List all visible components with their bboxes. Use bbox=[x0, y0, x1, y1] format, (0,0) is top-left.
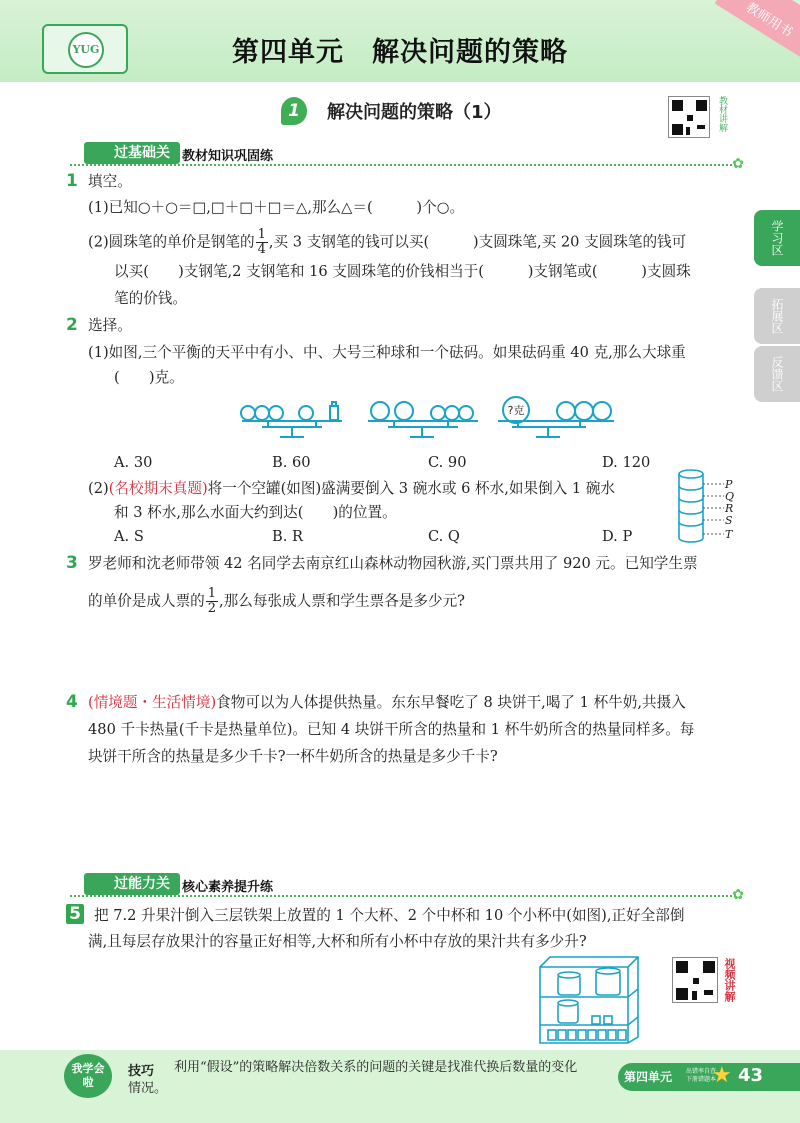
can-label: P bbox=[725, 478, 733, 491]
question-text: 480 千卡热量(千卡是热量单位)。已知 4 块饼干所含的热量和 1 杯牛奶所含的热量同样多。每 bbox=[88, 721, 695, 738]
side-tab-extend[interactable]: 拓展区 bbox=[754, 288, 800, 344]
can-label: R bbox=[725, 502, 734, 515]
question-text: ( )克。 bbox=[114, 369, 184, 386]
lesson-number: 1 bbox=[281, 97, 307, 125]
star-icon: ★ bbox=[712, 1063, 732, 1088]
mini-note-a: 出错率自查 bbox=[686, 1068, 717, 1075]
text-run: ,那么每张成人票和学生票各是多少元? bbox=[219, 592, 466, 610]
water-can-figure bbox=[676, 466, 736, 546]
section-bar-basic bbox=[70, 142, 744, 172]
context-tag: (情境题・生活情境) bbox=[88, 694, 217, 711]
side-tab-study[interactable]: 学习区 bbox=[754, 210, 800, 266]
option-d: D. 120 bbox=[602, 454, 651, 471]
section-tag: 过基础关 bbox=[84, 142, 180, 164]
shelf-with-cups-figure bbox=[536, 953, 642, 1045]
question-text: 块饼干所含的热量是多少千卡?一杯牛奶所含的热量是多少千卡? bbox=[88, 748, 498, 765]
teacher-edition-tag: 教师用书 bbox=[715, 0, 800, 62]
qr-code-icon[interactable] bbox=[668, 96, 710, 138]
question-heading: 选择。 bbox=[88, 317, 132, 334]
logo-star-icon: YUG bbox=[68, 32, 104, 68]
option-a: A. 30 bbox=[114, 454, 153, 471]
lesson-title: 解决问题的策略（1） bbox=[327, 102, 502, 123]
balance-scale-3 bbox=[498, 397, 614, 437]
tip-text: 利用“假设”的策略解决倍数关系的问题的关键是找准代换后数量的变化 bbox=[174, 1060, 578, 1075]
question-number: 3 bbox=[66, 553, 78, 573]
question-text bbox=[88, 479, 615, 499]
fraction bbox=[206, 587, 218, 616]
balance-scales-figure bbox=[236, 392, 616, 448]
page-number: 43 bbox=[738, 1065, 764, 1086]
unknown-weight-label: ?克 bbox=[507, 404, 525, 417]
question-text: 和 3 杯水,那么水面大约到达( )的位置。 bbox=[114, 504, 397, 521]
question-number: 1 bbox=[66, 171, 78, 191]
option-d: D. P bbox=[602, 528, 633, 545]
fraction bbox=[256, 228, 268, 257]
fraction-denominator: 2 bbox=[207, 601, 217, 616]
side-tab-feedback[interactable]: 反馈区 bbox=[754, 346, 800, 402]
section-tag: 过能力关 bbox=[84, 873, 180, 895]
can-label: Q bbox=[725, 490, 735, 503]
qr-label: 教材讲解 bbox=[717, 96, 727, 132]
text-run: ,买 3 支钢笔的钱可以买( )支圆珠笔,买 20 支圆珠笔的钱可 bbox=[268, 233, 687, 251]
video-qr-label: 视频讲解 bbox=[723, 958, 736, 1002]
question-text bbox=[88, 228, 686, 257]
text-run: (2) bbox=[88, 480, 109, 497]
question-text: 把 7.2 升果汁倒入三层铁架上放置的 1 个大杯、2 个中杯和 10 个小杯中(如图),正好全部倒 bbox=[94, 907, 685, 924]
page-tag bbox=[618, 1063, 800, 1091]
question-number: 4 bbox=[66, 692, 78, 712]
source-tag: (名校期末真题) bbox=[108, 480, 208, 497]
unit-label: 第四单元 bbox=[624, 1070, 673, 1084]
question-heading: 填空。 bbox=[88, 173, 132, 190]
question-text: (1)已知○＋○＝□,□＋□＋□＝△,那么△＝( )个○。 bbox=[88, 199, 465, 216]
option-c: C. Q bbox=[428, 528, 460, 545]
text-run: 将一个空罐(如图)盛满要倒入 3 碗水或 6 杯水,如果倒入 1 碗水 bbox=[207, 480, 616, 497]
section-bar-ability bbox=[70, 873, 744, 903]
text-run: (2)圆珠笔的单价是钢笔的 bbox=[88, 233, 255, 251]
option-b: B. 60 bbox=[272, 454, 311, 471]
can-label: T bbox=[725, 528, 733, 541]
fraction-numerator: 1 bbox=[257, 227, 266, 242]
question-text: 笔的价钱。 bbox=[114, 290, 187, 307]
tip-text: 情况。 bbox=[128, 1081, 168, 1096]
unit-title: 第四单元 解决问题的策略 bbox=[232, 37, 568, 68]
fraction-numerator: 1 bbox=[207, 586, 217, 601]
balance-scale-2 bbox=[368, 402, 478, 437]
flower-icon: ✿ bbox=[732, 156, 744, 172]
flower-icon: ✿ bbox=[732, 887, 744, 903]
tip-label: 技巧 bbox=[128, 1064, 155, 1079]
question-text: (1)如图,三个平衡的天平中有小、中、大号三种球和一个砝码。如果砝码重 40 克,那么大球重 bbox=[88, 344, 686, 361]
video-qr-code-icon[interactable] bbox=[672, 957, 718, 1003]
question-text: 满,且每层存放果汁的容量正好相等,大杯和所有小杯中存放的果汁共有多少升? bbox=[88, 933, 587, 950]
question-text bbox=[88, 693, 686, 713]
question-number: 5 bbox=[66, 904, 84, 924]
can-label: S bbox=[725, 514, 733, 527]
learned-badge: 我学会啦 bbox=[64, 1054, 112, 1098]
option-a: A. S bbox=[114, 528, 144, 545]
fraction-denominator: 4 bbox=[257, 242, 266, 257]
section-subtitle: 核心素养提升练 bbox=[182, 880, 274, 895]
mini-note-b: 下册错题本 bbox=[686, 1076, 717, 1083]
question-text: 罗老师和沈老师带领 42 名同学去南京红山森林动物园秋游,买门票共用了 920 元。已知学生票 bbox=[88, 555, 698, 572]
option-c: C. 90 bbox=[428, 454, 467, 471]
section-subtitle: 教材知识巩固练 bbox=[182, 149, 274, 164]
question-text bbox=[88, 587, 465, 616]
balance-scale-1 bbox=[241, 402, 342, 437]
option-b: B. R bbox=[272, 528, 303, 545]
question-number: 2 bbox=[66, 315, 78, 335]
text-run: 食物可以为人体提供热量。东东早餐吃了 8 块饼干,喝了 1 杯牛奶,共摄入 bbox=[216, 694, 686, 711]
text-run: 的单价是成人票的 bbox=[88, 592, 205, 610]
question-text: 以买( )支钢笔,2 支钢笔和 16 支圆珠笔的价钱相当于( )支钢笔或( )支圆珠 bbox=[114, 263, 691, 280]
